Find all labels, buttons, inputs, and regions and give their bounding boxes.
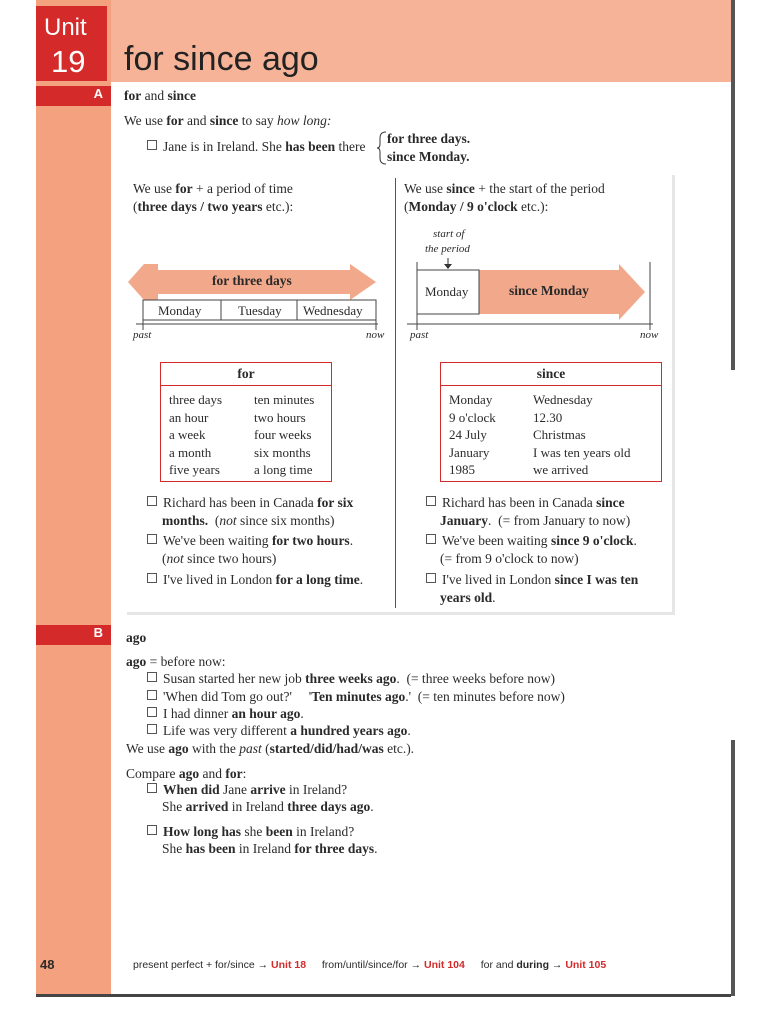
table-cell: we arrived: [533, 462, 589, 477]
since-example-3: I've lived in London since I was ten: [426, 572, 638, 588]
panel-divider: [395, 178, 396, 608]
page-edge-bar: [731, 0, 735, 370]
since-table-col2: [533, 391, 630, 479]
since-note-line2: (Monday / 9 o'clock etc.):: [404, 199, 549, 214]
unit-badge: [36, 6, 107, 81]
section-b-label: B: [36, 625, 111, 645]
checkbox-bullet-icon: [426, 573, 436, 583]
day-monday: Monday: [158, 303, 202, 318]
for-example-1-cont: months. (not since six months): [162, 513, 335, 528]
bottom-rule: [36, 994, 731, 997]
table-cell: five years: [169, 462, 220, 477]
day-tuesday: Tuesday: [238, 303, 282, 318]
since-example-1: Richard has been in Canada since: [426, 495, 625, 511]
unit-number: 19: [51, 44, 86, 79]
since-example-1-cont: January. (= from January to now): [440, 513, 631, 528]
checkbox-bullet-icon: [147, 707, 157, 717]
table-cell: 12.30: [533, 409, 563, 425]
checkbox-bullet-icon: [147, 690, 157, 700]
ago-past-note: We use ago with the past (started/did/had/was etc.).: [126, 741, 415, 756]
checkbox-bullet-icon: [147, 783, 157, 793]
for-table: [160, 362, 332, 482]
table-cell: Wednesday: [533, 392, 593, 407]
table-cell: a long time: [254, 462, 313, 477]
since-table-header: since: [441, 363, 661, 386]
table-cell: ten minutes: [254, 392, 315, 407]
compare-1-answer: She arrived in Ireland three days ago.: [162, 799, 374, 814]
for-now-label: now: [366, 329, 385, 341]
for-table-col1: [169, 391, 222, 479]
table-cell: January: [449, 444, 490, 460]
since-table: [440, 362, 662, 482]
for-example-1: Richard has been in Canada for six: [147, 495, 353, 511]
checkbox-bullet-icon: [147, 825, 157, 835]
ago-example-2: 'When did Tom go out?' 'Ten minutes ago.' (= ten minutes before now): [147, 689, 565, 705]
the-period-label: the period: [425, 243, 470, 255]
example-jane: Jane is in Ireland. She has been there: [147, 139, 365, 155]
checkbox-bullet-icon: [147, 496, 157, 506]
since-note-line1: We use since + the start of the period: [404, 181, 605, 196]
footer-cross-references: present perfect + for/since → Unit 18 from/until/since/for → Unit 104 for and during → Unit 105: [133, 959, 607, 971]
margin-strip: [36, 0, 111, 996]
for-example-2: We've been waiting for two hours.: [147, 533, 353, 549]
since-example-2: We've been waiting since 9 o'clock.: [426, 533, 637, 549]
brace-option-since: since Monday.: [387, 149, 470, 164]
checkbox-bullet-icon: [147, 573, 157, 583]
compare-2-answer: She has been in Ireland for three days.: [162, 841, 378, 856]
for-table-header: for: [161, 363, 331, 386]
compare-1-question: When did Jane arrive in Ireland?: [147, 782, 347, 798]
for-note-line2: (three days / two years etc.):: [133, 199, 294, 214]
table-cell: an hour: [169, 409, 209, 425]
for-example-3: I've lived in London for a long time.: [147, 572, 363, 588]
for-timeline-diagram: [128, 258, 383, 338]
table-cell: a week: [169, 427, 206, 442]
brace-option-for: for three days.: [387, 131, 471, 146]
since-now-label: now: [640, 329, 659, 341]
for-past-label: past: [133, 329, 152, 341]
since-table-col1: [449, 391, 496, 479]
table-cell: three days: [169, 392, 223, 407]
compare-heading: Compare ago and for:: [126, 766, 247, 781]
checkbox-bullet-icon: [147, 140, 157, 150]
ago-example-3: I had dinner an hour ago.: [147, 706, 304, 722]
table-cell: 24 July: [449, 427, 487, 442]
ago-definition: ago = before now:: [126, 654, 226, 669]
table-cell: a month: [169, 444, 212, 460]
checkbox-bullet-icon: [147, 724, 157, 734]
section-a-label: A: [36, 86, 111, 106]
since-past-label: past: [410, 329, 429, 341]
since-example-2-cont: (= from 9 o'clock to now): [440, 551, 579, 566]
table-cell: I was ten years old: [533, 444, 631, 460]
table-cell: 1985: [449, 462, 475, 477]
for-table-col2: [254, 391, 314, 479]
since-arrow-label: since Monday: [509, 283, 589, 298]
section-b-heading: ago: [126, 630, 147, 645]
day-wednesday: Wednesday: [303, 303, 363, 318]
ago-example-1: Susan started her new job three weeks ago. (= three weeks before now): [147, 671, 555, 687]
for-note-line1: We use for + a period of time: [133, 181, 293, 196]
section-a-intro: We use for and since to say how long:: [124, 113, 332, 128]
unit-105-link[interactable]: Unit 105: [565, 959, 607, 971]
unit-104-link[interactable]: Unit 104: [424, 959, 465, 971]
unit-title: for since ago: [124, 40, 319, 78]
since-box-label: Monday: [425, 284, 469, 299]
compare-2-question: How long has she been in Ireland?: [147, 824, 354, 840]
checkbox-bullet-icon: [426, 534, 436, 544]
page-number: 48: [40, 957, 55, 972]
since-example-3-cont: years old.: [440, 590, 496, 605]
table-cell: two hours: [254, 409, 306, 425]
for-example-2-cont: (not since two hours): [162, 551, 277, 566]
checkbox-bullet-icon: [426, 496, 436, 506]
unit-18-link[interactable]: Unit 18: [271, 959, 307, 971]
table-cell: 9 o'clock: [449, 409, 496, 425]
start-of-label: start of: [433, 228, 465, 240]
page-edge-bar: [731, 740, 735, 996]
checkbox-bullet-icon: [147, 534, 157, 544]
table-cell: Christmas: [533, 427, 586, 442]
down-arrow-icon: [444, 264, 452, 269]
for-arrow-label: for three days: [212, 273, 292, 288]
checkbox-bullet-icon: [147, 672, 157, 682]
table-cell: four weeks: [254, 427, 312, 442]
section-a-heading: for and since: [124, 88, 196, 103]
unit-label: Unit: [44, 14, 87, 41]
table-cell: six months: [254, 444, 311, 460]
table-cell: Monday: [449, 392, 493, 407]
ago-example-4: Life was very different a hundred years ago.: [147, 723, 411, 739]
